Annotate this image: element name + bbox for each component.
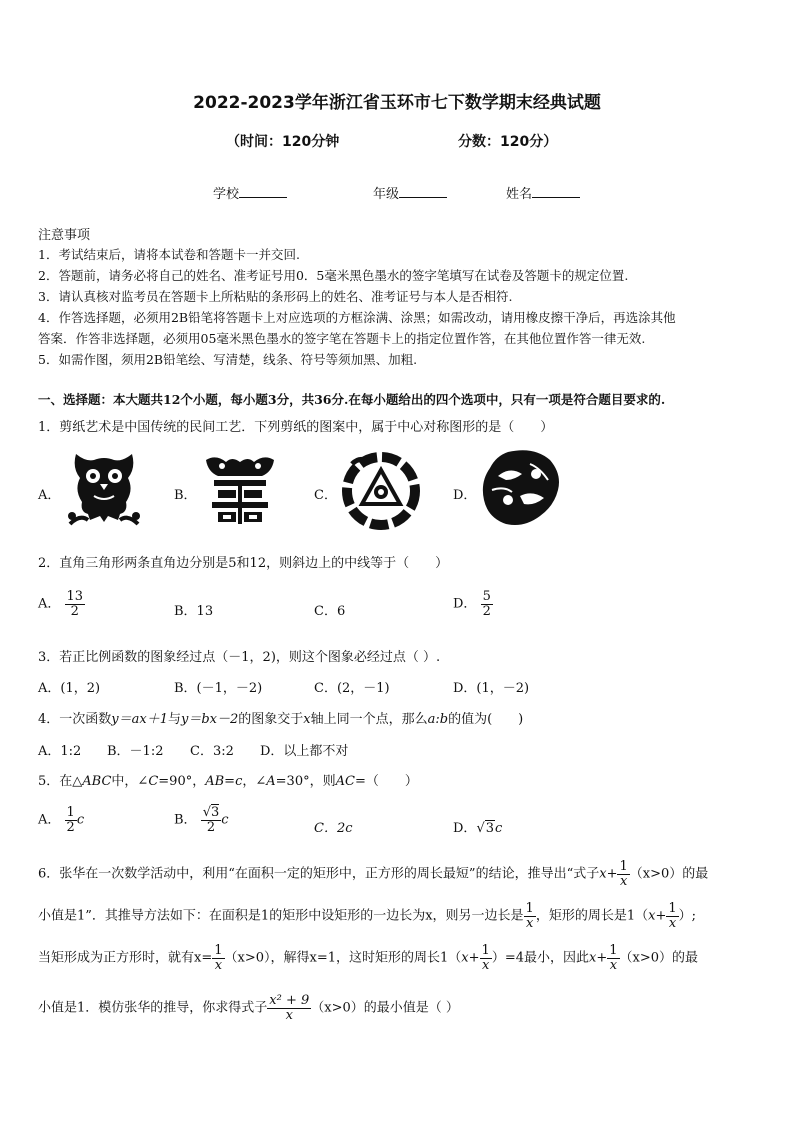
grade-blank [399,185,447,198]
q5-b-var: c [221,812,229,828]
q3-option-d: D．(1，－2) [453,681,530,696]
name-blank [532,185,580,198]
q2-option-b: B．13 [174,604,214,619]
score-label: 分数：120分） [458,134,558,150]
page-title: 2022-2023学年浙江省玉环市七下数学期末经典试题 [193,93,601,113]
q6-l1-plus: + [606,866,618,882]
q6-l3-end: （x>0）的最 [619,950,699,966]
q5-ab: AB [205,774,225,789]
fraction-denominator: x [668,915,677,931]
q4-equation-2: y＝bx－2 [181,712,239,727]
fraction-denominator: x [285,1007,293,1023]
q6-l4-pre: 小值是1．模仿张华的推导，你求得式子 [38,1000,268,1016]
q6-plus: + [468,950,480,966]
q4-option-a: A．1:2 [38,744,82,759]
q4-text-end: 的值为( ) [448,712,524,727]
fraction-denominator: x [482,957,490,973]
q6-x: x [648,908,656,924]
q6-fraction [480,944,492,972]
q5-mid5: =30°，则 [275,774,336,789]
q6-line-3 [38,944,698,972]
question-5 [38,770,418,789]
q6-x: x [461,950,469,966]
section-heading: 一、选择题：本大题共12个小题，每小题3分，共36分.在每小题给出的四个选项中，只有一项是符合题目要求的. [38,392,666,407]
q5-mid1: 中，∠ [111,774,149,789]
fraction-numerator: 1 [668,901,677,916]
grade-label: 年级 [373,187,400,202]
q5-d-sqrt: √3 [476,821,495,836]
q4-x: x [303,712,311,727]
q1-option-a: A． [38,488,61,503]
fraction-denominator: x [609,957,618,973]
q6-plus: + [655,908,667,924]
question-2: 2．直角三角形两条直角边分别是5和12，则斜边上的中线等于（ ） [38,556,449,571]
fraction-denominator: x [619,873,628,889]
q6-l3-pre: 当矩形成为正方形时，就有x= [38,950,213,966]
q5-a: A [266,774,276,789]
q3-option-a: A．(1，2) [38,681,101,696]
notes-title: 注意事项 [38,228,91,243]
fraction-denominator: 2 [206,819,216,835]
q4-text-pre: 4．一次函数 [38,712,112,727]
name-field [506,183,580,202]
q5-b-label: B． [174,812,197,828]
q5-option-b [174,806,229,834]
fraction-numerator: 1 [609,943,618,958]
sqrt-radicand: 3 [211,805,220,820]
note-item: 3．请认真核对监考员在答题卡上所粘贴的条形码上的姓名、准考证号与本人是否相符. [38,289,513,304]
q5-d-label: D． [453,821,477,836]
question-3: 3．若正比例函数的图象经过点（－1，2)，则这个图象必经过点（ ）. [38,650,441,665]
fraction-numerator: 13 [66,589,84,604]
q5-d-var: c [495,821,503,836]
q2-option-c: C．6 [314,604,346,619]
q5-mid3: = [224,774,236,789]
q6-fraction [607,944,619,972]
note-item: 4．作答选择题，必须用2B铅笔将答题卡上对应选项的方框涂满、涂黑；如需改动，请用橡皮擦干净后，再选涂其他 [38,310,676,325]
q6-l4-fraction [267,994,311,1022]
time-label: （时间：120分钟 [226,134,340,150]
q6-l1-x: x [599,866,607,882]
q3-option-c: C．(2，－1) [314,681,390,696]
sqrt-radicand: 3 [485,821,495,836]
q6-l3-mid2: ）=4最小，因此 [491,950,589,966]
double-happiness-papercut-image [202,452,278,528]
q4-option-c: C．3:2 [190,744,234,759]
fraction-denominator: 2 [66,819,75,835]
q5-option-a [38,806,84,834]
q6-l3-mid1: （x>0），解得x=1，这时矩形的周长1（ [224,950,462,966]
fraction-denominator: 2 [482,603,491,619]
q6-l2-end: ）; [678,908,697,924]
grade-field [373,183,447,202]
q1-option-b: B． [174,488,197,503]
owl-papercut-image [66,450,142,528]
q2-option-d [453,590,493,618]
note-item: 1．考试结束后，请将本试卷和答题卡一并交回. [38,247,300,262]
q2-d-label: D． [453,596,477,612]
q5-text-end: =（ ） [354,774,418,789]
school-blank [239,185,287,198]
q4-ratio: a:b [427,712,449,727]
q5-mid2: =90°， [158,774,206,789]
q5-option-c: C．2c [314,821,353,836]
note-item: 2．答题前，请务必将自己的姓名、准考证号用0．5毫米黑色墨水的签字笔填写在试卷及答题卡的规定位置. [38,268,629,283]
q5-c1: C [148,774,159,789]
fraction-numerator: x² + 9 [269,993,310,1008]
q2-a-fraction [65,590,86,618]
question-1: 1．剪纸艺术是中国传统的民间工艺．下列剪纸的图案中，属于中心对称图形的是（ ） [38,420,554,435]
q5-mid4: ，∠ [242,774,267,789]
question-4 [38,708,523,727]
q5-a-var: c [76,812,85,828]
q5-a-fraction [65,806,77,834]
q6-fraction [617,860,629,888]
q6-l4-post: （x>0）的最小值是（ ） [311,1000,459,1016]
q2-option-a [38,590,85,618]
name-label: 姓名 [506,187,533,202]
school-label: 学校 [213,187,240,202]
q2-d-fraction [481,590,493,618]
fraction-denominator: x [214,957,223,973]
q2-a-label: A． [38,596,61,612]
triangle-pattern-papercut-image [340,452,422,530]
q5-abc: ABC [82,774,112,789]
q6-l1-pre: 6．张华在一次数学活动中，利用“在面积一定的矩形中，正方形的周长最短”的结论，推导出“式子 [38,866,600,882]
q5-ac: AC [335,774,355,789]
q6-fraction [666,902,678,930]
fraction-numerator: 1 [214,943,223,958]
q4-equation-1: y＝ax＋1 [111,712,168,727]
fraction-numerator: 1 [525,901,534,916]
q6-x: x [588,950,597,966]
q4-mid: 与 [167,712,181,727]
q3-option-b: B．(－1，－2) [174,681,263,696]
phoenix-papercut-image [478,446,564,530]
q1-option-c: C． [314,488,337,503]
q5-b-fraction [201,806,222,834]
fraction-denominator: 2 [70,603,79,619]
q6-fraction [212,944,224,972]
q5-option-d [453,817,502,836]
q6-fraction [524,902,536,930]
q5-c2: c [235,774,243,789]
school-field [213,183,287,202]
note-item: 5．如需作图，须用2B铅笔绘、写清楚，线条、符号等须加黑、加粗. [38,352,418,367]
q6-line-4 [38,994,459,1022]
q4-text-post: 的图象交于 [238,712,304,727]
q4-text-post2: 轴上同一个点，那么 [310,712,428,727]
fraction-numerator: 1 [481,943,490,958]
q6-plus: + [596,950,608,966]
q1-option-d: D． [453,488,477,503]
q6-l1-post: （x>0）的最 [629,866,709,882]
q4-option-b: B．－1:2 [107,744,164,759]
fraction-numerator: 1 [619,859,628,874]
fraction-numerator: 5 [482,589,491,604]
note-item: 答案．作答非选择题，必须用05毫米黑色墨水的签字笔在答题卡上的指定位置作答，在其他位置作答一律无效. [38,331,646,346]
fraction-numerator: √3 [202,805,220,820]
q6-line-1 [38,860,708,888]
q6-l2-mid: ，矩形的周长是1（ [535,908,649,924]
q5-a-label: A． [38,812,61,828]
q6-line-2 [38,902,696,930]
fraction-numerator: 1 [66,805,75,820]
q6-l2-pre: 小值是1”．其推导方法如下：在面积是1的矩形中设矩形的一边长为x，则另一边长是 [38,908,524,924]
fraction-denominator: x [526,915,534,931]
q5-text-pre: 5．在△ [38,774,83,789]
q4-option-d: D．以上都不对 [260,744,349,759]
